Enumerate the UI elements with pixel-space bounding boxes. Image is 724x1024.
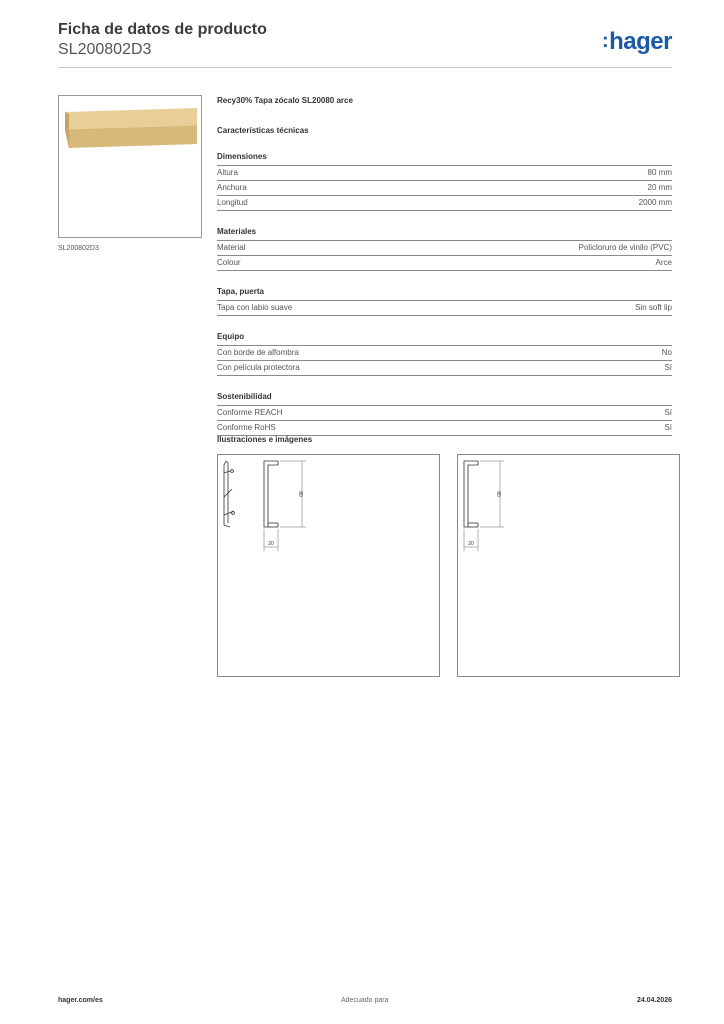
dimension-width-label: 20	[268, 541, 274, 547]
group-title: Materiales	[217, 227, 672, 241]
footer-date: 24.04.2026	[636, 997, 672, 1004]
product-code: SL200802D3	[58, 41, 152, 58]
spec-row	[217, 421, 672, 436]
spec-value: Sí	[664, 408, 672, 417]
document-title: Ficha de datos de producto	[58, 21, 267, 38]
spec-row	[217, 256, 672, 271]
technical-drawing-1	[217, 454, 440, 677]
spec-value: No	[661, 348, 672, 357]
logo-text: hager	[609, 28, 672, 55]
spec-label: Con película protectora	[217, 363, 300, 372]
header-divider	[58, 67, 672, 68]
spec-group-dimensiones	[217, 152, 672, 211]
spec-value: 80 mm	[647, 168, 672, 177]
spec-row	[217, 196, 672, 211]
dimension-width-label: 20	[468, 541, 474, 547]
spec-row	[217, 406, 672, 421]
spec-value: Policloruro de vinilo (PVC)	[578, 243, 672, 252]
spec-row	[217, 361, 672, 376]
dimension-height-label: 80	[495, 491, 501, 497]
spec-label: Con borde de alfombra	[217, 348, 299, 357]
spec-value: Sí	[664, 363, 672, 372]
spec-group-tapa-puerta	[217, 287, 672, 316]
spec-value: 20 mm	[647, 183, 672, 192]
spec-label: Anchura	[217, 183, 247, 192]
spec-label: Tapa con labio suave	[217, 303, 293, 312]
spec-group-sostenibilidad	[217, 392, 672, 436]
spec-group-equipo	[217, 332, 672, 376]
footer-website-link[interactable]: hager.com/es	[58, 997, 103, 1004]
spec-label: Colour	[217, 258, 241, 267]
group-title: Tapa, puerta	[217, 287, 672, 301]
spec-row	[217, 346, 672, 361]
spec-label: Conforme REACH	[217, 408, 283, 417]
spec-value: Sin soft lip	[635, 303, 672, 312]
page-header	[58, 20, 672, 60]
spec-row	[217, 241, 672, 256]
profile-drawing	[458, 455, 679, 676]
group-title: Dimensiones	[217, 152, 672, 166]
spec-row	[217, 301, 672, 316]
technical-drawing-2	[457, 454, 680, 677]
image-caption: SL200802D3	[58, 245, 99, 252]
illustrations-heading: Ilustraciones e imágenes	[217, 435, 313, 444]
spec-group-materiales	[217, 227, 672, 271]
footer-center-text: Adecuado para	[341, 997, 389, 1004]
spec-label: Conforme RoHS	[217, 423, 276, 432]
hager-logo[interactable]	[602, 28, 672, 56]
spec-value: Arce	[655, 258, 672, 267]
spec-label: Material	[217, 243, 246, 252]
spec-label: Altura	[217, 168, 238, 177]
profile-drawing	[218, 455, 439, 676]
spec-label: Longitud	[217, 198, 248, 207]
spec-value: 2000 mm	[638, 198, 672, 207]
spec-value: Sí	[664, 423, 672, 432]
group-title: Equipo	[217, 332, 672, 346]
spec-row	[217, 181, 672, 196]
product-image	[58, 95, 202, 238]
cover-strip-illustration	[59, 96, 201, 237]
logo-colon-icon: :	[601, 30, 609, 52]
spec-row	[217, 166, 672, 181]
product-name: Recy30% Tapa zócalo SL20080 arce	[217, 96, 353, 105]
group-title: Sostenibilidad	[217, 392, 672, 406]
dimension-height-label: 80	[297, 491, 303, 497]
tech-heading: Características técnicas	[217, 126, 309, 135]
product-details	[217, 96, 672, 436]
